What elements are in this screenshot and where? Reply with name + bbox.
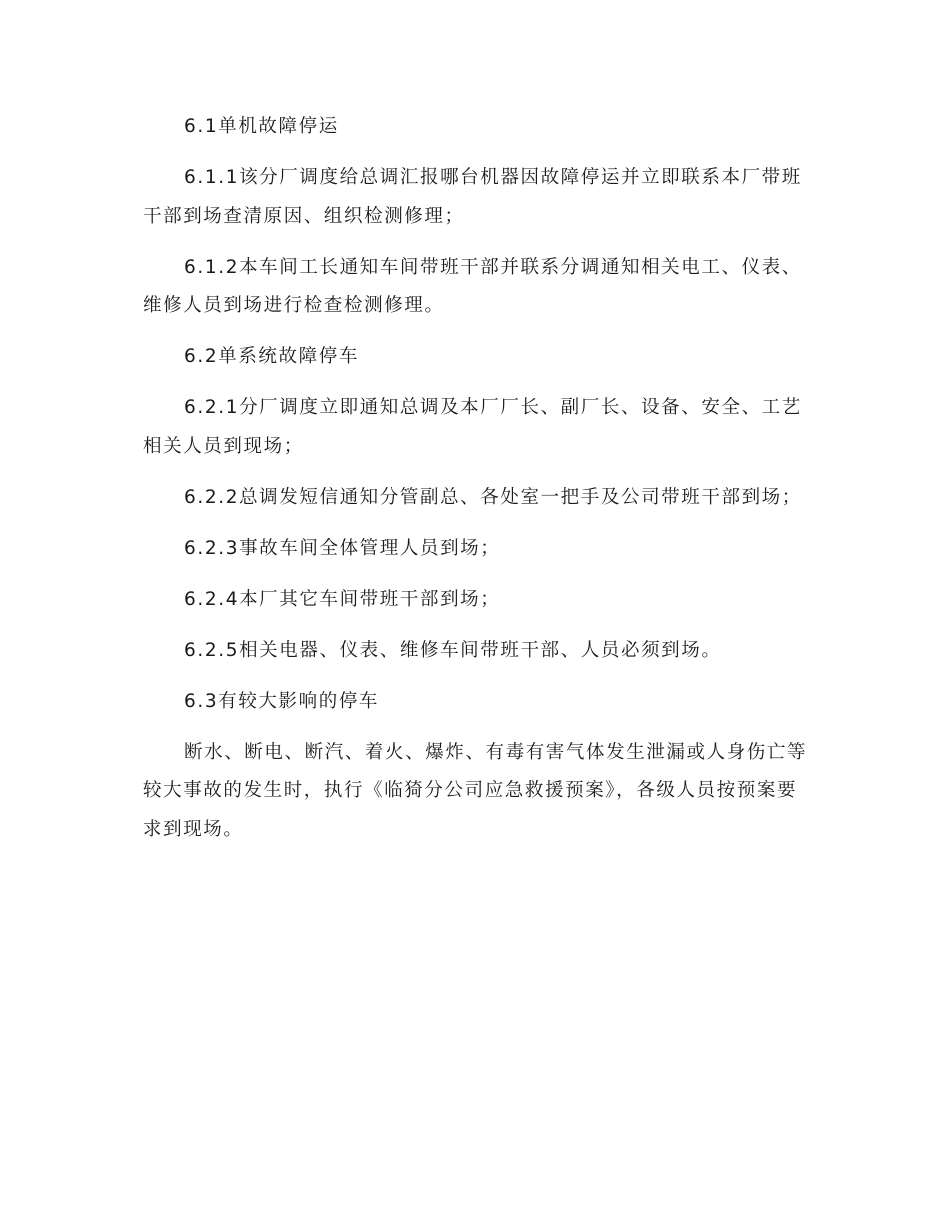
section-heading-6-3: 6.3有较大影响的停车: [184, 690, 380, 712]
document-body: [143, 108, 811, 862]
section-heading-6-2: 6.2单系统故障停车: [184, 346, 359, 367]
paragraph-6-1-1: 6.1.1该分厂调度给总调汇报哪台机器因故障停运并立即联系本厂带班干部到场查清原因、组织检测修理；: [143, 167, 802, 227]
paragraph-6-3-body: 断水、断电、断汽、着火、爆炸、有毒有害气体发生泄漏或人身伤亡等较大事故的发生时，执行《临猗分公司应急救援预案》，各级人员按预案要求到现场。: [143, 741, 808, 840]
paragraph-6-2-2: 6.2.2总调发短信通知分管副总、各处室一把手及公司带班干部到场；: [184, 486, 802, 508]
paragraph-6-2-5: 6.2.5相关电器、仪表、维修车间带班干部、人员必须到场。: [184, 639, 722, 661]
paragraph-6-2-1: 6.2.1分厂调度立即通知总调及本厂厂长、副厂长、设备、安全、工艺相关人员到现场；: [143, 397, 802, 457]
paragraph-6-2-3: 6.2.3事故车间全体管理人员到场；: [184, 537, 501, 559]
paragraph-6-1-2: 6.1.2本车间工长通知车间带班干部并联系分调通知相关电工、仪表、维修人员到场进行检查检测修理。: [143, 256, 802, 316]
section-heading-6-1: 6.1单机故障停运: [184, 116, 339, 137]
paragraph-6-2-4: 6.2.4本厂其它车间带班干部到场；: [184, 588, 501, 610]
